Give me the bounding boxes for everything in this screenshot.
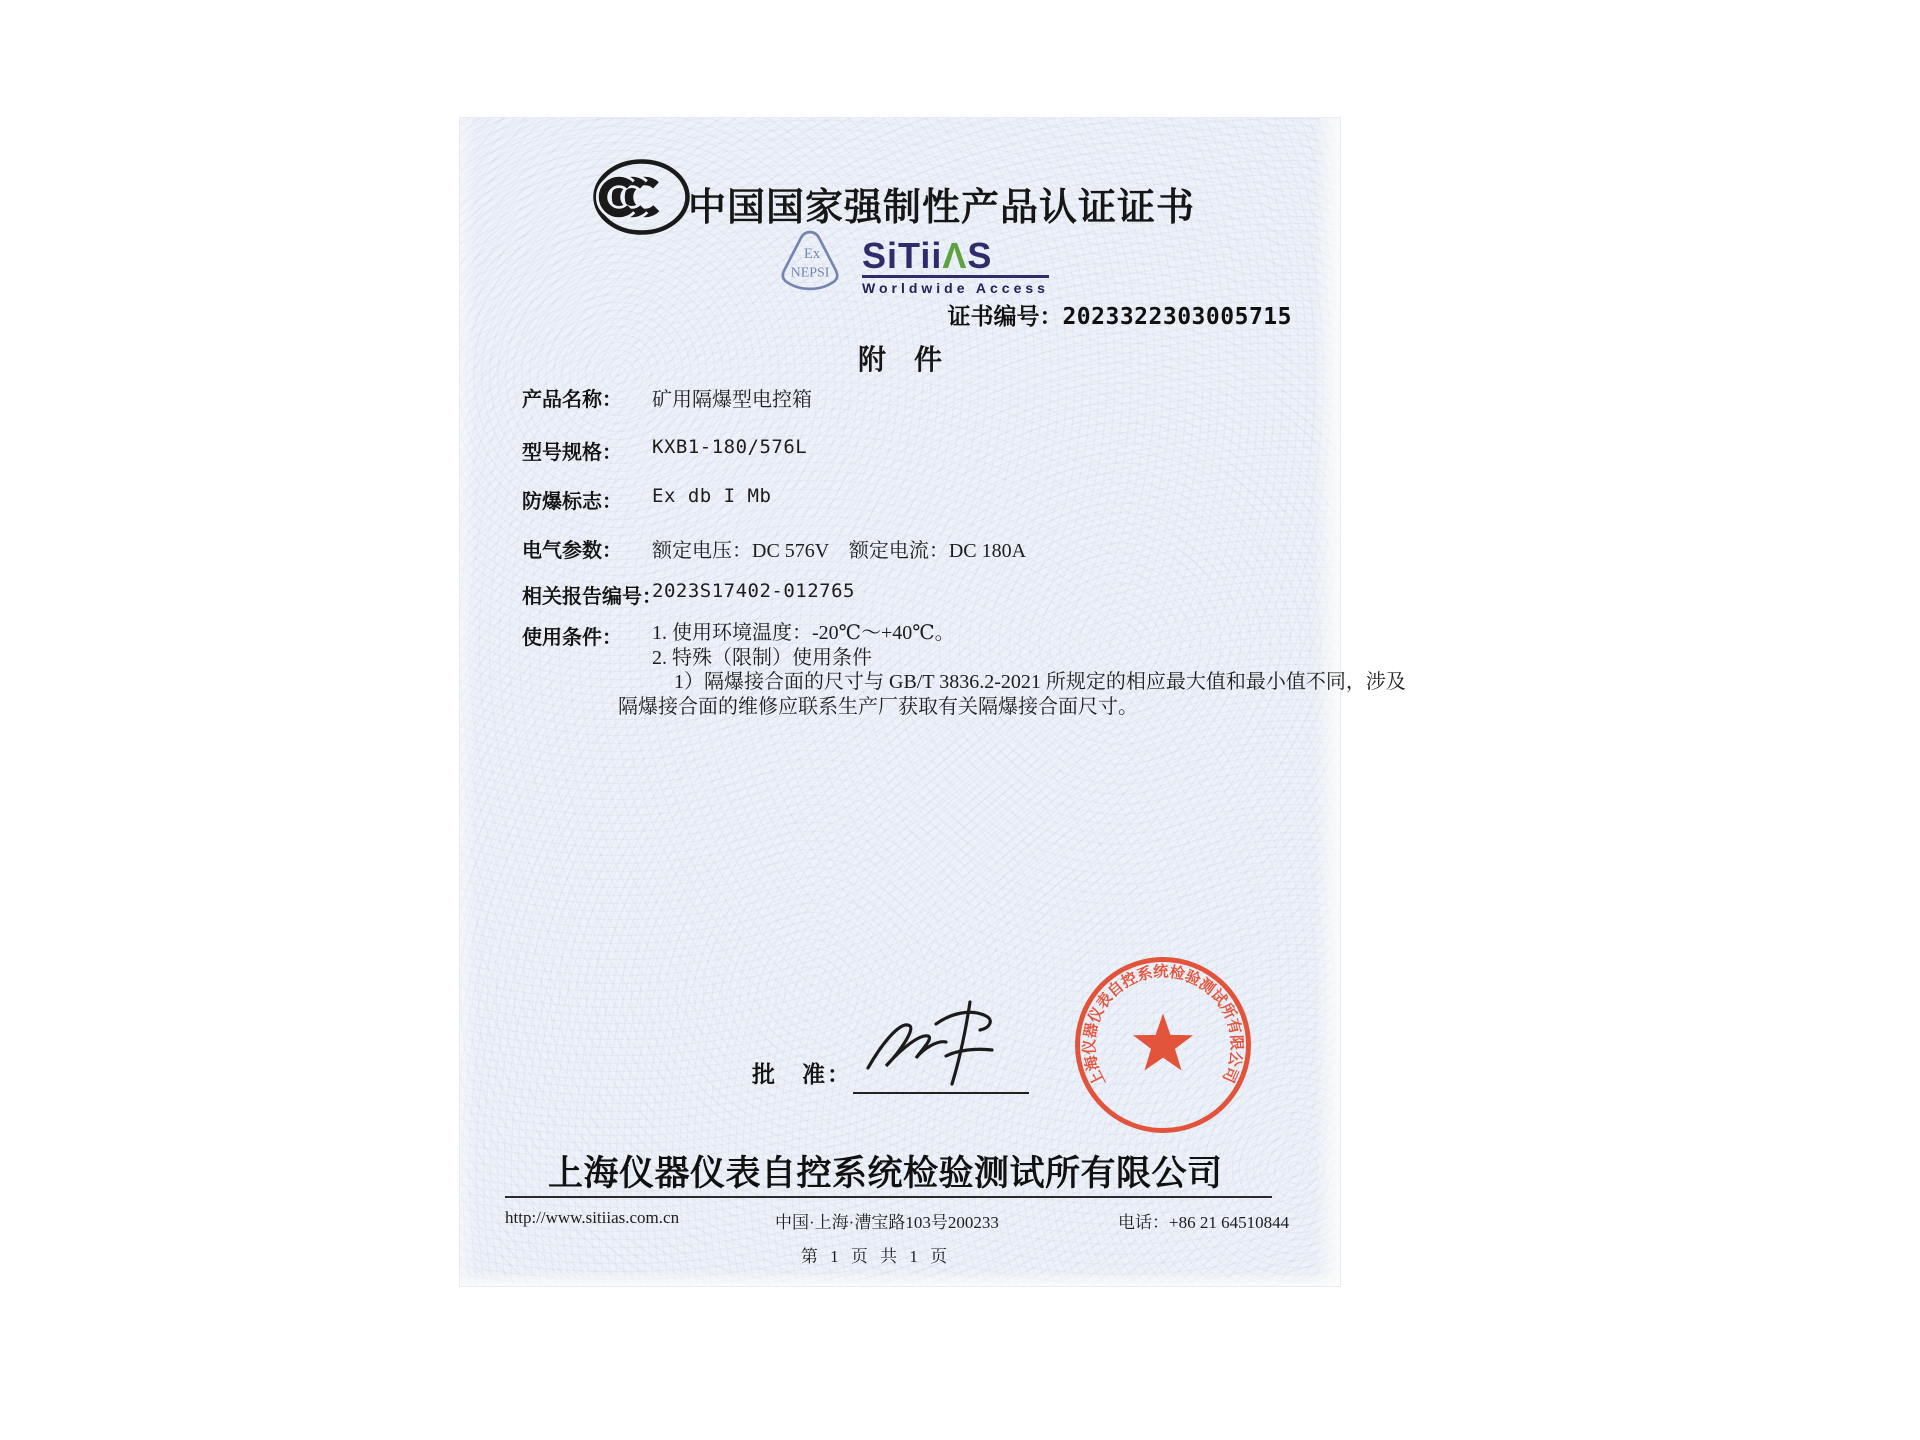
field-value: 2023S17402-012765 (652, 580, 855, 602)
field-label: 使用条件： (522, 627, 622, 649)
footer-divider (505, 1196, 1272, 1198)
field-label: 产品名称： (522, 389, 622, 411)
certificate-number-row (947, 298, 1292, 331)
address-text: 中国·上海·漕宝路103号200233 (775, 1213, 999, 1232)
ccc-mark-icon (590, 157, 693, 237)
condition-line: 1. 使用环境温度：-20℃～+40℃。 (652, 622, 955, 644)
sitiias-logo (862, 235, 1049, 296)
field-label: 型号规格： (522, 442, 622, 464)
field-label: 电气参数： (522, 540, 622, 562)
field-label: 防爆标志： (522, 491, 622, 513)
usage-conditions-text (618, 621, 1406, 719)
page-number: 第 1 页 共 1 页 (800, 1247, 952, 1266)
certificate-title: 中国国家强制性产品认证证书 (688, 187, 1196, 229)
field-value: 额定电压：DC 576V 额定电流：DC 180A (652, 540, 1027, 562)
condition-line: 隔爆接合面的维修应联系生产厂获取有关隔爆接合面尺寸。 (618, 695, 1138, 718)
svg-text:NEPSI: NEPSI (790, 265, 830, 281)
field-value: Ex db I Mb (652, 485, 772, 507)
seal-ring-text: 上海仪器仪表自控系统检验测试所有限公司 (1081, 963, 1245, 1089)
svg-text:Ex: Ex (804, 245, 821, 262)
certificate-number-label: 证书编号： (947, 304, 1063, 329)
signature-line (853, 1092, 1029, 1094)
attachment-heading: 附 件 (857, 345, 942, 376)
certificate-number-value: 2023322303005715 (1062, 304, 1292, 330)
nepsi-ex-logo-icon (778, 228, 842, 292)
field-value: KXB1-180/576L (652, 436, 808, 458)
sitiias-tagline: Worldwide Access (862, 275, 1049, 296)
approval-signature (858, 990, 1010, 1090)
company-seal (1073, 955, 1253, 1135)
certificate-page (460, 118, 1406, 1286)
seal-star-icon (1133, 1014, 1193, 1071)
condition-line: 2. 特殊（限制）使用条件 (652, 646, 872, 669)
field-label: 相关报告编号： (522, 586, 662, 608)
sitiias-wordmark: SiTiiΛS (862, 235, 993, 276)
field-value: 矿用隔爆型电控箱 (652, 389, 812, 411)
website-text: http://www.sitiias.com.cn (505, 1208, 680, 1227)
approval-label: 批 准： (752, 1062, 852, 1087)
condition-line: 1）隔爆接合面的尺寸与 GB/T 3836.2-2021 所规定的相应最大值和最小值不同，涉及 (674, 671, 1406, 693)
company-name: 上海仪器仪表自控系统检验测试所有限公司 (548, 1154, 1223, 1193)
phone-text: 电话：+86 21 64510844 (1118, 1213, 1290, 1232)
